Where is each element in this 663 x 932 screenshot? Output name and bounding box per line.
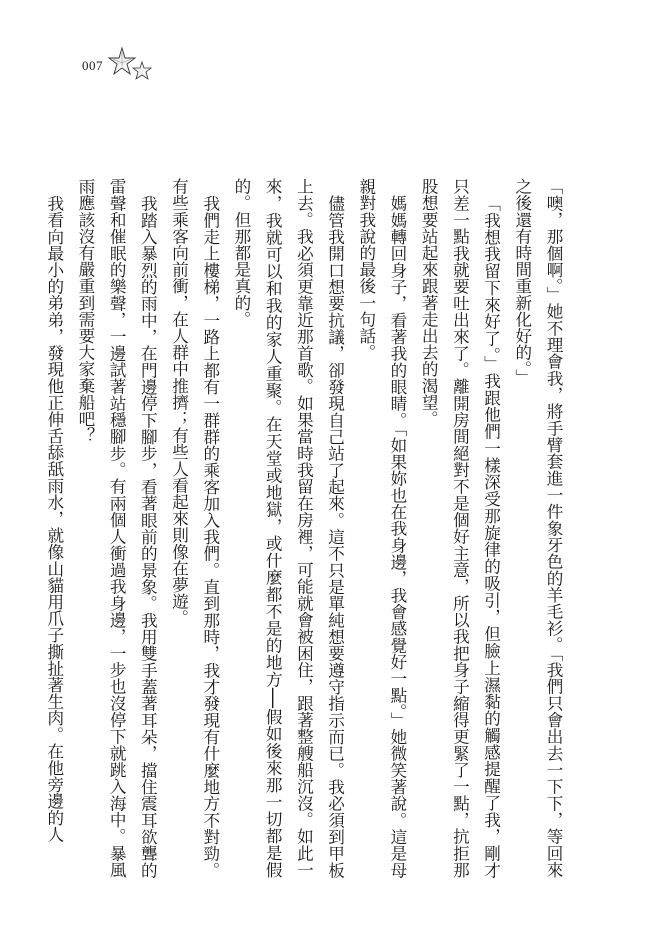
starfish-small-icon [133, 62, 151, 79]
paragraph-text: 「我們只會出去一下下，等回來之後還有時間重新化好的。」 [512, 178, 563, 878]
paragraph: 儘管我開口想要抗議，卻發現自己站了起來。這不只是單純想要遵守指示而已。我必須到甲板上去。我必須更靠近那首歌。如果當時我留在房裡，可能就會被困住，跟著整艘船沉沒。如此一來，我就可以和我的家人重聚。在天堂或地獄，或什麼都不是的地方──假如後來那一切都是假的。但那都是真的。 [231, 178, 345, 878]
paragraph: 「我想我留下來好了。」我跟他們一樣深受那旋律的吸引，但臉上濕黏的觸感提醒了我，剛才只差一點我就要吐出來了。離開房間絕對不是個好主意，所以我把身子縮得更緊了一點，抗拒那股想要站起來跟著走出去的渴望。 [419, 178, 501, 878]
paragraph-lead [507, 178, 569, 878]
starfish-icon [106, 46, 154, 82]
lead-fragment: 「噢，那個啊。」她不理會我，將手臂套進一件象牙色的羊毛衫。 [544, 178, 563, 654]
paragraph: 我踏入暴烈的雨中，在門邊停下腳步，看著眼前的景象。我用雙手蓋著耳朵，擋住震耳欲聾的雷聲和催眠的樂聲，一邊試著站穩腳步。有兩個人衝過我身邊，一步也沒停下就跳入海中。暴風雨應該沒有嚴重到需要大家棄船吧？ [75, 178, 158, 878]
paragraph: 我們走上樓梯，一路上都有一群群的乘客加入我們。直到那時，我才發現有什麼地方不對勁。有些乘客向前衝，在人群中推擠；有些人看起來則像在夢遊。 [169, 178, 220, 878]
body-text [44, 178, 569, 878]
starfish-large-icon [109, 48, 135, 74]
paragraph: 我看向最小的弟弟，發現他正伸舌舔舐雨水，就像山貓用爪子撕扯著生肉。在他旁邊的人 [44, 194, 64, 842]
paragraph: 媽媽轉回身子，看著我的眼睛。「如果妳也在我身邊，我會感覺好一點。」她微笑著說。這是母親對我說的最後一句話。 [356, 178, 407, 878]
page-number: 007 [82, 58, 103, 73]
